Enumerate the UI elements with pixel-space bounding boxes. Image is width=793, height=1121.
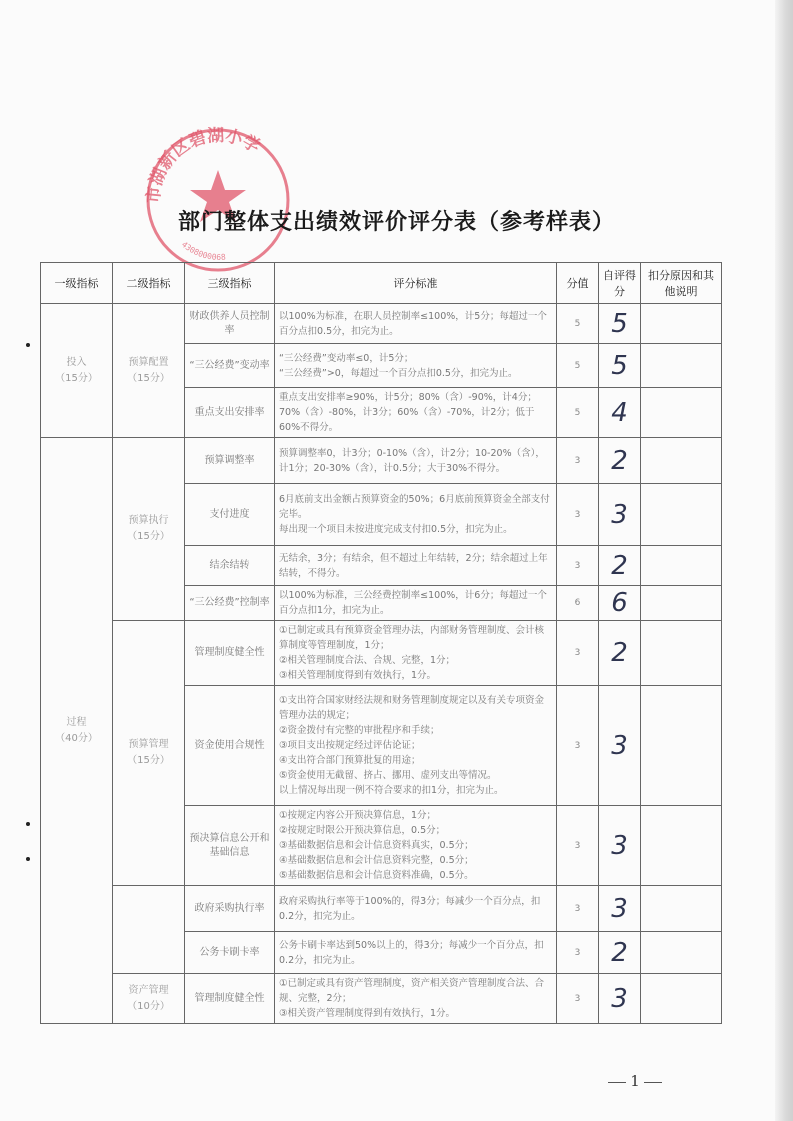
criteria-cell: 重点支出安排率≥90%，计5分；80%（含）-90%，计4分；70%（含）-80%，计3分；60%（含）-70%，计2分；低于60%不得分。 — [275, 388, 557, 438]
header-cell: 三级指标 — [185, 263, 275, 304]
self-score-cell: 2 — [599, 621, 641, 686]
criteria-cell: 政府采购执行率等于100%的，得3分；每减少一个百分点，扣0.2分，扣完为止。 — [275, 886, 557, 932]
criteria-cell: ①已制定或具有预算资金管理办法，内部财务管理制度、会计核算制度等管理制度，1分； ②相关管理制度合法、合规、完整，1分； ③相关管理制度得到有效执行，1分。 — [275, 621, 557, 686]
points-cell: 3 — [557, 484, 599, 546]
self-score-cell: 6 — [599, 586, 641, 621]
table-row — [41, 304, 722, 344]
level2-cell: 资产管理 （10分） — [113, 974, 185, 1024]
points-cell: 3 — [557, 686, 599, 806]
remarks-cell — [641, 806, 722, 886]
remarks-cell — [641, 686, 722, 806]
self-score-cell: 2 — [599, 438, 641, 484]
remarks-cell — [641, 886, 722, 932]
criteria-cell: 预算调整率0，计3分；0-10%（含），计2分；10-20%（含），计1分；20-30%（含），计0.5分；大于30%不得分。 — [275, 438, 557, 484]
remarks-cell — [641, 388, 722, 438]
points-cell: 3 — [557, 546, 599, 586]
level3-cell: 财政供养人员控制率 — [185, 304, 275, 344]
self-score-cell: 2 — [599, 932, 641, 974]
points-cell: 5 — [557, 344, 599, 388]
level3-cell: 公务卡刷卡率 — [185, 932, 275, 974]
criteria-cell: “三公经费”变动率≤0，计5分； “三公经费”>0，每超过一个百分点扣0.5分，扣完为止。 — [275, 344, 557, 388]
level3-cell: 预算调整率 — [185, 438, 275, 484]
remarks-cell — [641, 438, 722, 484]
criteria-cell: ①支出符合国家财经法规和财务管理制度规定以及有关专项资金管理办法的规定； ②资金拨付有完整的审批程序和手续； ③项目支出按规定经过评估论证； ④支出符合部门预算批复的用途； ⑤资金使用无截留、挤占、挪用、虚列支出等情况。 以上情况每出现一例不符合要求的扣1分，扣完为止。 — [275, 686, 557, 806]
table-row — [41, 974, 722, 1024]
level1-cell: 过程 （40分） — [41, 438, 113, 1024]
points-cell: 3 — [557, 438, 599, 484]
level3-cell: 结余结转 — [185, 546, 275, 586]
criteria-cell: ①按规定内容公开预决算信息，1分； ②按规定时限公开预决算信息，0.5分； ③基础数据信息和会计信息资料真实，0.5分； ④基础数据信息和会计信息资料完整，0.5分； ⑤基础数据信息和会计信息资料准确，0.5分。 — [275, 806, 557, 886]
remarks-cell — [641, 932, 722, 974]
level2-cell — [113, 886, 185, 974]
remarks-cell — [641, 586, 722, 621]
svg-text:4308000068 — [180, 240, 226, 262]
level2-cell: 预算执行 （15分） — [113, 438, 185, 621]
scan-dot — [26, 857, 30, 861]
self-score-cell: 4 — [599, 388, 641, 438]
remarks-cell — [641, 484, 722, 546]
level3-cell: 资金使用合规性 — [185, 686, 275, 806]
header-cell: 一级指标 — [41, 263, 113, 304]
points-cell: 3 — [557, 974, 599, 1024]
points-cell: 3 — [557, 932, 599, 974]
level3-cell: 支付进度 — [185, 484, 275, 546]
points-cell: 5 — [557, 388, 599, 438]
seal-code: 4308000068 — [179, 239, 227, 262]
page-number: 1 — [600, 1072, 670, 1090]
remarks-cell — [641, 546, 722, 586]
criteria-cell: 无结余，3分；有结余，但不超过上年结转，2分；结余超过上年结转，不得分。 — [275, 546, 557, 586]
self-score-cell: 3 — [599, 806, 641, 886]
remarks-cell — [641, 304, 722, 344]
header-cell: 扣分原因和其他说明 — [641, 263, 722, 304]
level3-cell: 政府采购执行率 — [185, 886, 275, 932]
remarks-cell — [641, 344, 722, 388]
self-score-cell: 2 — [599, 546, 641, 586]
points-cell: 3 — [557, 806, 599, 886]
level3-cell: 预决算信息公开和基础信息 — [185, 806, 275, 886]
criteria-cell: 以100%为标准，三公经费控制率≤100%，计6分；每超过一个百分点扣1分，扣完为止。 — [275, 586, 557, 621]
level3-cell: 管理制度健全性 — [185, 974, 275, 1024]
header-cell: 二级指标 — [113, 263, 185, 304]
table-row — [41, 438, 722, 484]
points-cell: 5 — [557, 304, 599, 344]
level3-cell: 管理制度健全性 — [185, 621, 275, 686]
level3-cell: “三公经费”变动率 — [185, 344, 275, 388]
header-row — [41, 263, 722, 304]
table-row — [41, 886, 722, 932]
criteria-cell: 以100%为标准，在职人员控制率≤100%，计5分；每超过一个百分点扣0.5分，扣完为止。 — [275, 304, 557, 344]
criteria-cell: 公务卡刷卡率达到50%以上的，得3分；每减少一个百分点，扣0.2分，扣完为止。 — [275, 932, 557, 974]
level1-cell: 投入 （15分） — [41, 304, 113, 438]
self-score-cell: 3 — [599, 886, 641, 932]
level2-cell: 预算管理 （15分） — [113, 621, 185, 886]
remarks-cell — [641, 621, 722, 686]
scan-dot — [26, 822, 30, 826]
header-cell: 评分标准 — [275, 263, 557, 304]
remarks-cell — [641, 974, 722, 1024]
criteria-cell: ①已制定或具有资产管理制度，资产相关资产管理制度合法、合规、完整，2分； ③相关资产管理制度得到有效执行，1分。 — [275, 974, 557, 1024]
criteria-cell: 6月底前支出金额占预算资金的50%；6月底前预算资金全部支付完毕。 每出现一个项目未按进度完成支付扣0.5分，扣完为止。 — [275, 484, 557, 546]
table-row — [41, 621, 722, 686]
page-title: 部门整体支出绩效评价评分表（参考样表） — [177, 209, 615, 235]
self-score-cell: 3 — [599, 484, 641, 546]
self-score-cell: 5 — [599, 304, 641, 344]
self-score-cell: 3 — [599, 974, 641, 1024]
points-cell: 6 — [557, 586, 599, 621]
level2-cell: 预算配置 （15分） — [113, 304, 185, 438]
official-seal — [138, 120, 298, 280]
scanner-edge — [775, 0, 793, 1121]
header-cell: 分值 — [557, 263, 599, 304]
points-cell: 3 — [557, 621, 599, 686]
score-table — [40, 262, 722, 1024]
self-score-cell: 3 — [599, 686, 641, 806]
self-score-cell: 5 — [599, 344, 641, 388]
scan-dot — [26, 343, 30, 347]
points-cell: 3 — [557, 886, 599, 932]
header-cell: 自评得分 — [599, 263, 641, 304]
level3-cell: 重点支出安排率 — [185, 388, 275, 438]
seal-text: 市湖新区碧湖小学 — [143, 125, 264, 205]
level3-cell: “三公经费”控制率 — [185, 586, 275, 621]
